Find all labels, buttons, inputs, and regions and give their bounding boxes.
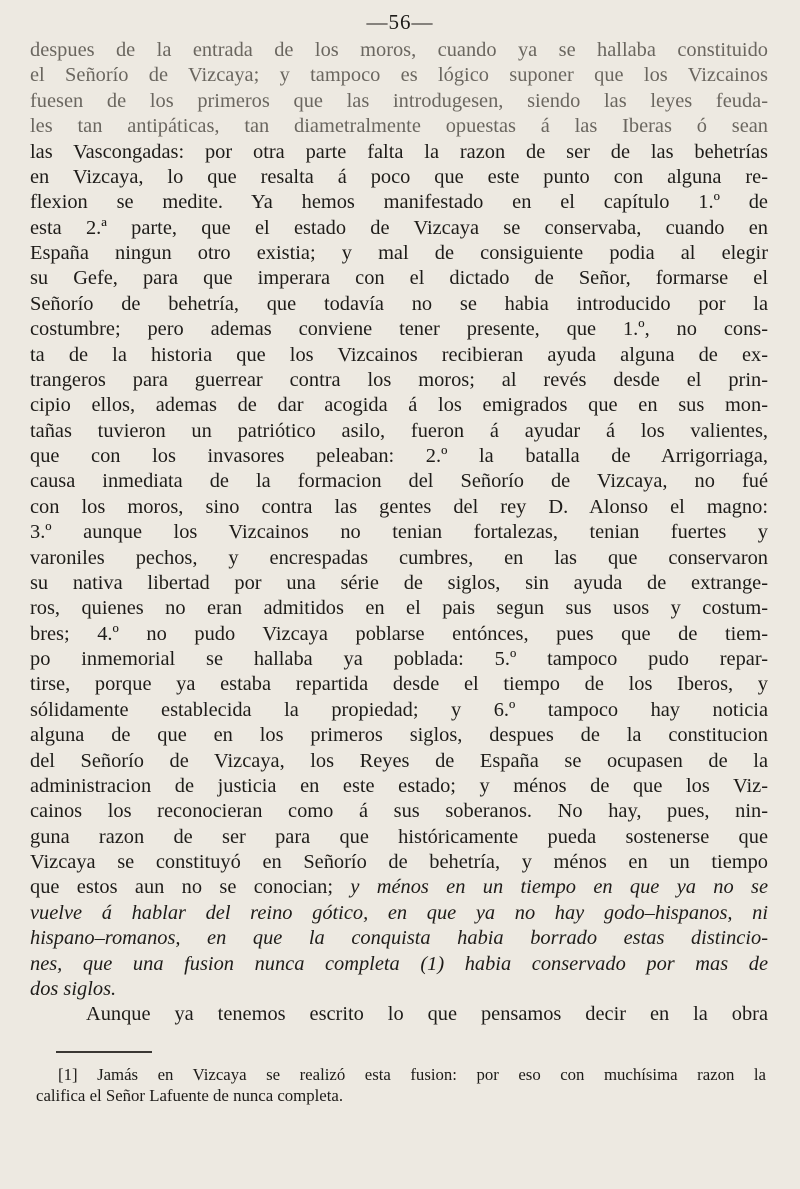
text-line xyxy=(30,723,768,748)
text-line xyxy=(30,140,768,165)
text-line xyxy=(30,926,768,951)
text-line xyxy=(30,698,768,723)
line-text: las Vascongadas: por otra parte falta la razon de ser de las behetrías xyxy=(30,140,768,163)
line-italic-text: vuelve á hablar del reino gótico, en que ya no hay godo–hispanos, ni xyxy=(30,901,768,924)
text-line xyxy=(30,343,768,368)
text-line xyxy=(30,317,768,342)
text-line xyxy=(30,190,768,215)
text-line xyxy=(30,571,768,596)
line-text: sólidamente establecida la propiedad; y 6.º tampoco hay noticia xyxy=(30,698,768,721)
line-text: trangeros para guerrear contra los moros; al revés desde el prin- xyxy=(30,368,768,391)
line-text: costumbre; pero ademas conviene tener presente, que 1.º, no cons- xyxy=(30,318,768,341)
text-line xyxy=(30,875,768,900)
text-line xyxy=(30,520,768,545)
text-line xyxy=(30,977,768,1002)
text-line xyxy=(30,672,768,697)
line-text: esta 2.ª parte, que el estado de Vizcaya se conservaba, cuando en xyxy=(30,216,768,239)
text-line xyxy=(30,469,768,494)
line-text: que estos aun no se conocian; xyxy=(30,876,351,899)
line-italic-text: hispano–romanos, en que la conquista habia borrado estas distincio- xyxy=(30,927,768,950)
text-line xyxy=(30,495,768,520)
text-line xyxy=(30,165,768,190)
text-line xyxy=(30,546,768,571)
text-line xyxy=(30,393,768,418)
text-line xyxy=(30,368,768,393)
text-line xyxy=(30,774,768,799)
text-line xyxy=(30,292,768,317)
line-text: despues de la entrada de los moros, cuando ya se hallaba constituido xyxy=(30,39,768,61)
line-text: alguna de que en los primeros siglos, despues de la constitucion xyxy=(30,724,768,747)
text-line xyxy=(30,825,768,850)
line-text: Vizcaya se constituyó en Señorío de behetría, y ménos en un tiempo xyxy=(30,851,768,873)
text-line xyxy=(30,63,768,88)
line-text: 3.º aunque los Vizcainos no tenian fortalezas, tenian fuertes y xyxy=(30,521,768,544)
footnote-divider xyxy=(56,1051,152,1053)
text-line xyxy=(30,114,768,139)
line-italic-text: y ménos en un tiempo en que ya no se xyxy=(350,876,768,899)
text-line xyxy=(30,216,768,241)
line-text: fuesen de los primeros que las introdugesen, siendo las leyes feuda- xyxy=(30,89,768,112)
line-text: cipio ellos, ademas de dar acogida á los emigrados que en sus mon- xyxy=(30,394,768,417)
text-line xyxy=(30,419,768,444)
line-text: Aunque ya tenemos escrito lo que pensamos decir en la obra xyxy=(86,1003,768,1026)
text-line xyxy=(30,901,768,926)
text-line xyxy=(30,38,768,63)
line-text: ros, quienes no eran admitidos en el pais segun sus usos y costum- xyxy=(30,597,768,620)
line-text: en Vizcaya, lo que resalta á poco que este punto con alguna re- xyxy=(30,165,768,188)
page-number: —56— xyxy=(366,10,434,34)
line-text: España ningun otro existia; y mal de consiguiente podia al elegir xyxy=(30,242,768,264)
line-text: tañas tuvieron un patriótico asilo, fueron á ayudar á los valientes, xyxy=(30,419,768,442)
body-text xyxy=(30,38,768,1028)
text-line xyxy=(30,622,768,647)
line-text: bres; 4.º no pudo Vizcaya poblarse entónces, pues que de tiem- xyxy=(30,622,768,645)
line-text: su Gefe, para que imperara con el dictado de Señor, formarse el xyxy=(30,267,768,290)
text-line xyxy=(30,1002,768,1027)
text-line xyxy=(30,444,768,469)
text-line xyxy=(30,596,768,621)
line-text: que con los invasores peleaban: 2.º la batalla de Arrigorriaga, xyxy=(30,445,768,467)
line-text: administracion de justicia en este estado; y ménos de que los Viz- xyxy=(30,774,768,797)
text-line xyxy=(30,241,768,266)
text-line xyxy=(30,952,768,977)
footnotes xyxy=(36,1064,766,1106)
footnote-line: califica el Señor Lafuente de nunca completa. xyxy=(36,1086,344,1105)
text-line xyxy=(30,749,768,774)
text-line xyxy=(30,266,768,291)
line-text: Señorío de behetría, que todavía no se habia introducido por la xyxy=(30,292,768,315)
footnote-line: [1] Jamás en Vizcaya se realizó esta fusion: por eso con muchísima razon la xyxy=(58,1065,766,1084)
line-text: varoniles pechos, y encrespadas cumbres, en las que conservaron xyxy=(30,546,768,569)
text-line xyxy=(30,89,768,114)
text-line xyxy=(30,799,768,824)
line-text: cainos los reconocieran como á sus soberanos. No hay, pues, nin- xyxy=(30,800,768,823)
line-text: con los moros, sino contra las gentes del rey D. Alonso el magno: xyxy=(30,495,768,518)
text-line xyxy=(30,850,768,875)
line-text: flexion se medite. Ya hemos manifestado en el capítulo 1.º de xyxy=(30,191,768,214)
line-text: po inmemorial se hallaba ya poblada: 5.º tampoco pudo repar- xyxy=(30,648,768,670)
line-text: guna razon de ser para que históricamente pueda sostenerse que xyxy=(30,825,768,848)
line-italic-text: nes, que una fusion nunca completa (1) habia conservado por mas de xyxy=(30,952,768,975)
text-line xyxy=(30,647,768,672)
line-text: su nativa libertad por una série de siglos, sin ayuda de extrange- xyxy=(30,571,768,594)
line-text: el Señorío de Vizcaya; y tampoco es lógico suponer que los Vizcainos xyxy=(30,64,768,87)
line-text: causa inmediata de la formacion del Señorío de Vizcaya, no fué xyxy=(30,470,768,493)
line-text: del Señorío de Vizcaya, los Reyes de España se ocupasen de la xyxy=(30,749,768,772)
line-text: les tan antipáticas, tan diametralmente opuestas á las Iberas ó sean xyxy=(30,115,768,138)
line-italic-text: dos siglos. xyxy=(30,977,117,1000)
line-text: tirse, porque ya estaba repartida desde el tiempo de los Iberos, y xyxy=(30,673,768,696)
line-text: ta de la historia que los Vizcainos recibieran ayuda alguna de ex- xyxy=(30,343,768,366)
